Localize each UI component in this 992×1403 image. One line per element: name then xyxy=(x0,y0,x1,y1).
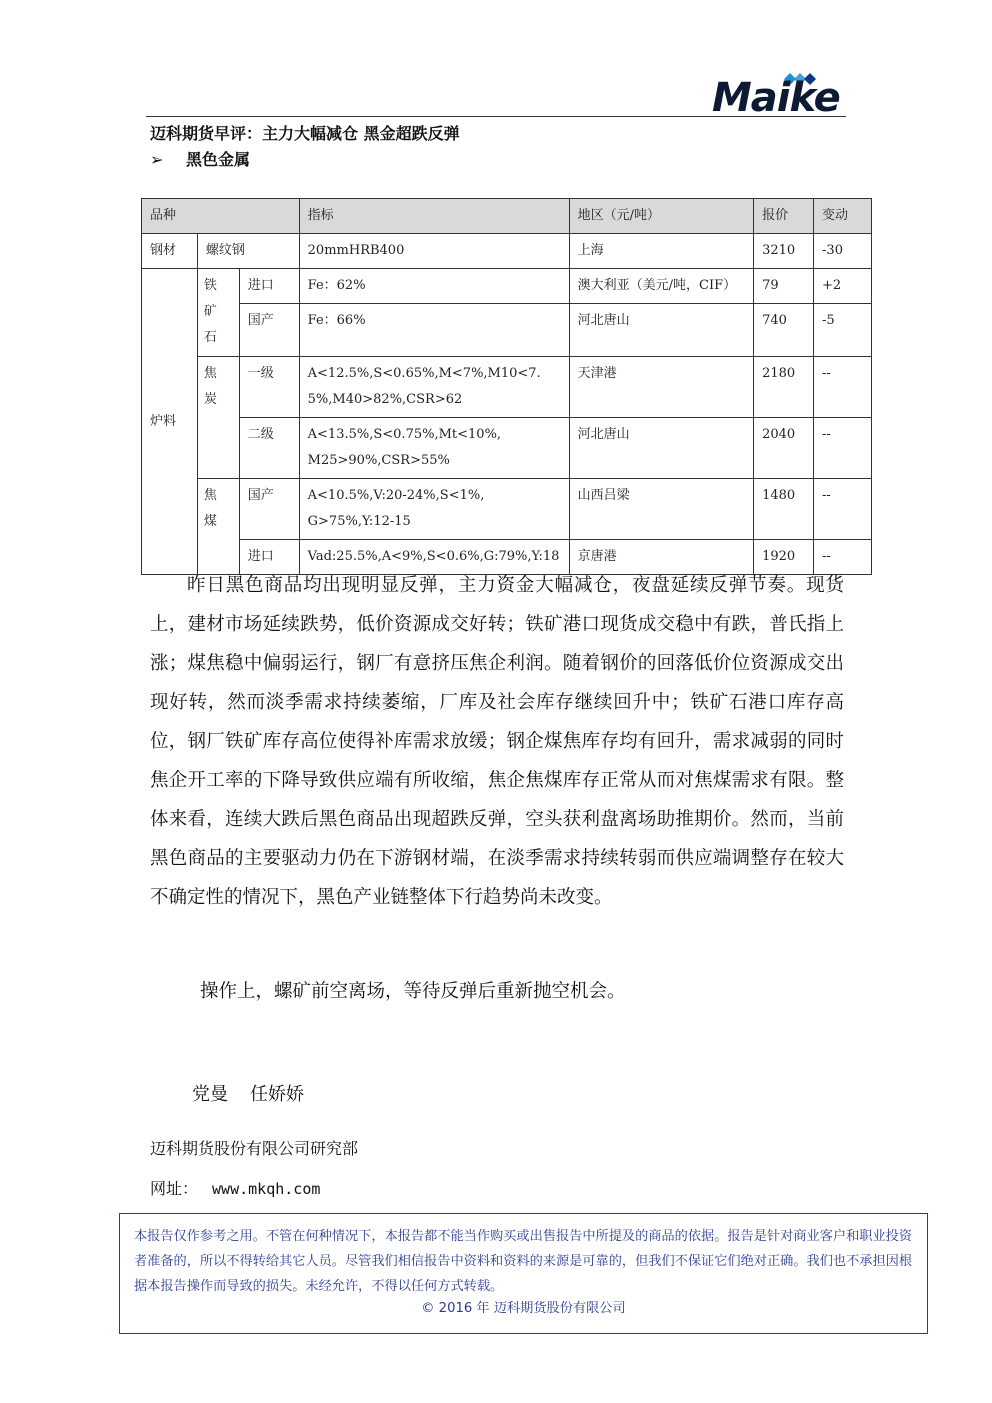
header-cell-variety: 品种 xyxy=(142,199,300,234)
cell-region: 上海 xyxy=(569,234,753,269)
cell-price: 1480 xyxy=(754,479,814,540)
cell-furnace-label: 炉料 xyxy=(142,269,198,575)
cell-sub: 一级 xyxy=(239,357,299,418)
cell-sub: 二级 xyxy=(239,418,299,479)
header-cell-indicator: 指标 xyxy=(299,199,569,234)
analysis-paragraph: 昨日黑色商品均出现明显反弹，主力资金大幅减仓，夜盘延续反弹节奏。现货上，建材市场延续跌势，低价资源成交好转；铁矿港口现货成交稳中有跌，普氏指上涨；煤焦稳中偏弱运行，钢厂有意挤压焦企利润。随着钢价的回落低价位资源成交出现好转，然而淡季需求持续萎缩，厂库及社会库存继续回升中；铁矿石港口库存高位，钢厂铁矿库存高位使得补库需求放缓；钢企煤焦库存均有回升，需求减弱的同时焦企开工率的下降导致供应端有所收缩，焦企焦煤库存正常从而对焦煤需求有限。整体来看，连续大跌后黑色商品出现超跌反弹，空头获利盘离场助推期价。然而，当前黑色商品的主要驱动力仍在下游钢材端，在淡季需求持续转弱而供应端调整存在较大不确定性的情况下，黑色产业链整体下行趋势尚未改变。 xyxy=(150,575,844,908)
author-name: 党曼 xyxy=(192,1084,228,1105)
copyright-line: © 2016 年 迈科期货股份有限公司 xyxy=(421,1301,626,1316)
table-row-steel xyxy=(142,234,872,269)
header-cell-region: 地区（元/吨） xyxy=(569,199,753,234)
section-heading xyxy=(150,150,250,170)
maike-logo xyxy=(712,70,852,121)
cell-change: -5 xyxy=(814,304,872,357)
logo-wordmark: Maike xyxy=(712,75,840,121)
cell-product: 螺纹钢 xyxy=(197,234,299,269)
cell-price: 2180 xyxy=(754,357,814,418)
cell-spec: 20mmHRB400 xyxy=(299,234,569,269)
header-cell-price: 报价 xyxy=(754,199,814,234)
cell-region: 山西吕梁 xyxy=(569,479,753,540)
cell-price: 1920 xyxy=(754,540,814,575)
table-row xyxy=(142,269,872,304)
section-title: 黑色金属 xyxy=(186,150,251,169)
author-name: 任娇娇 xyxy=(250,1084,304,1105)
table-row xyxy=(142,304,872,357)
cell-price: 740 xyxy=(754,304,814,357)
operation-paragraph: 操作上，螺矿前空离场，等待反弹后重新抛空机会。 xyxy=(200,981,626,1002)
header-cell-change: 变动 xyxy=(814,199,872,234)
cell-sub: 国产 xyxy=(239,479,299,540)
authors xyxy=(192,1080,304,1106)
cell-sub: 进口 xyxy=(239,269,299,304)
report-title: 迈科期货早评：主力大幅减仓 黑金超跌反弹 xyxy=(150,124,460,143)
company-dept: 迈科期货股份有限公司研究部 xyxy=(150,1139,359,1158)
cell-change: +2 xyxy=(814,269,872,304)
cell-iron-ore-label xyxy=(197,269,239,357)
cell-sub: 进口 xyxy=(239,540,299,575)
cell-change: -- xyxy=(814,418,872,479)
website-line xyxy=(150,1176,320,1199)
label-char: 煤 xyxy=(203,514,217,529)
table-header-row xyxy=(142,199,872,234)
cell-sub: 国产 xyxy=(239,304,299,357)
cell-change: -- xyxy=(814,479,872,540)
disclaimer-box xyxy=(119,1213,928,1334)
website-link[interactable]: www.mkqh.com xyxy=(212,1180,321,1198)
cell-change: -30 xyxy=(814,234,872,269)
cell-price: 3210 xyxy=(754,234,814,269)
table-row xyxy=(142,357,872,418)
arrow-bullet-icon: ➢ xyxy=(150,150,164,169)
table-row xyxy=(142,418,872,479)
cell-region: 天津港 xyxy=(569,357,753,418)
cell-change: -- xyxy=(814,357,872,418)
cell-region: 京唐港 xyxy=(569,540,753,575)
cell-coke-label xyxy=(197,357,239,479)
cell-spec: A<10.5%,V:20-24%,S<1%, G>75%,Y:12-15 xyxy=(299,479,569,540)
price-table xyxy=(141,198,872,575)
disclaimer-text: 本报告仅作参考之用。不管在何种情况下，本报告都不能当作购买或出售报告中所提及的商品的依据。报告是针对商业客户和职业投资者准备的，所以不得转给其它人员。尽管我们相信报告中资料和资料的来源是可靠的，但我们不保证它们绝对正确。我们也不承担因根据本报告操作而导致的损失。未经允许，不得以任何方式转载。 xyxy=(134,1229,913,1294)
cell-category: 钢材 xyxy=(142,234,198,269)
cell-region: 河北唐山 xyxy=(569,418,753,479)
cell-region: 澳大利亚（美元/吨，CIF） xyxy=(569,269,753,304)
label-char: 矿 xyxy=(203,304,217,319)
cell-coking-coal-label xyxy=(197,479,239,575)
cell-spec: A<12.5%,S<0.65%,M<7%,M10<7.5%,M40>82%,CSR>62 xyxy=(299,357,569,418)
cell-spec: Fe：62% xyxy=(299,269,569,304)
label-char: 焦 xyxy=(203,488,217,503)
cell-region: 河北唐山 xyxy=(569,304,753,357)
cell-change: -- xyxy=(814,540,872,575)
label-char: 铁 xyxy=(203,278,217,293)
cell-spec: A<13.5%,S<0.75%,Mt<10%, M25>90%,CSR>55% xyxy=(299,418,569,479)
cell-spec: Fe：66% xyxy=(299,304,569,357)
cell-price: 2040 xyxy=(754,418,814,479)
table-row xyxy=(142,479,872,540)
cell-spec: Vad:25.5%,A<9%,S<0.6%,G:79%,Y:18 xyxy=(299,540,569,575)
label-char: 石 xyxy=(203,330,217,345)
label-char: 焦 xyxy=(203,366,217,381)
label-char: 炭 xyxy=(203,392,217,407)
website-label: 网址： xyxy=(150,1179,199,1198)
cell-price: 79 xyxy=(754,269,814,304)
